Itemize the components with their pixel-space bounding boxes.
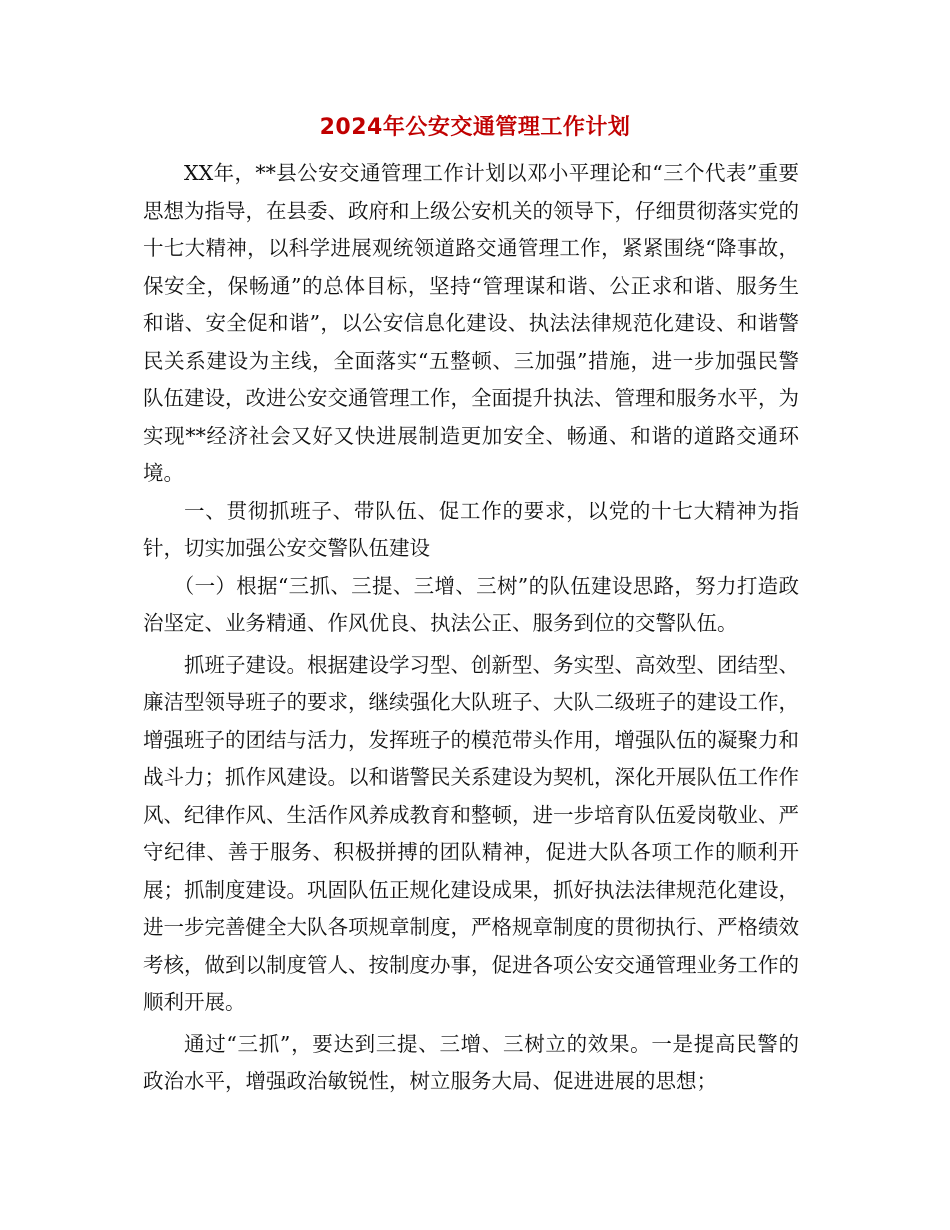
paragraph-team-building: 抓班子建设。根据建设学习型、创新型、务实型、高效型、团结型、廉洁型领导班子的要求，继续强化大队班子、大队二级班子的建设工作，增强班子的团结与活力，发挥班子的模范带头作用，增强队伍的凝聚力和战斗力；抓作风建设。以和谐警民关系建设为契机，深化开展队伍工作作风、纪律作风、生活作风养成教育和整顿，进一步培育队伍爱岗敬业、严守纪律、善于服务、积极拼搏的团队精神，促进大队各项工作的顺利开展；抓制度建设。巩固队伍正规化建设成果，抓好执法法律规范化建设，进一步完善健全大队各项规章制度，严格规章制度的贯彻执行、严格绩效考核，做到以制度管人、按制度办事，促进各项公安交通管理业务工作的顺利开展。 xyxy=(143,652,799,1014)
paragraph-intro: XX年，**县公安交通管理工作计划以邓小平理论和“三个代表”重要思想为指导，在县委、政府和上级公安机关的领导下，仔细贯彻落实党的十七大精神，以科学进展观统领道路交通管理工作，紧紧围绕“降事故，保安全，保畅通”的总体目标，坚持“管理谋和谐、公正求和谐、服务生和谐、安全促和谐”，以公安信息化建设、执法法律规范化建设、和谐警民关系建设为主线，全面落实“五整顿、三加强”措施，进一步加强民警队伍建设，改进公安交通管理工作，全面提升执法、管理和服务水平，为实现**经济社会又好又快进展制造更加安全、畅通、和谐的道路交通环境。 xyxy=(143,161,799,485)
paragraph-subsection-heading: （一）根据“三抓、三提、三增、三树”的队伍建设思路，努力打造政治坚定、业务精通、作风优良、执法公正、服务到位的交警队伍。 xyxy=(143,573,799,635)
paragraph-section-heading: 一、贯彻抓班子、带队伍、促工作的要求，以党的十七大精神为指针，切实加强公安交警队伍建设 xyxy=(143,498,799,560)
paragraph-three-effects: 通过“三抓”，要达到三提、三增、三树立的效果。一是提高民警的政治水平，增强政治敏锐性，树立服务大局、促进进展的思想； xyxy=(143,1031,799,1093)
document-title: 2024年公安交通管理工作计划 xyxy=(319,115,631,140)
document-body xyxy=(143,155,799,1101)
